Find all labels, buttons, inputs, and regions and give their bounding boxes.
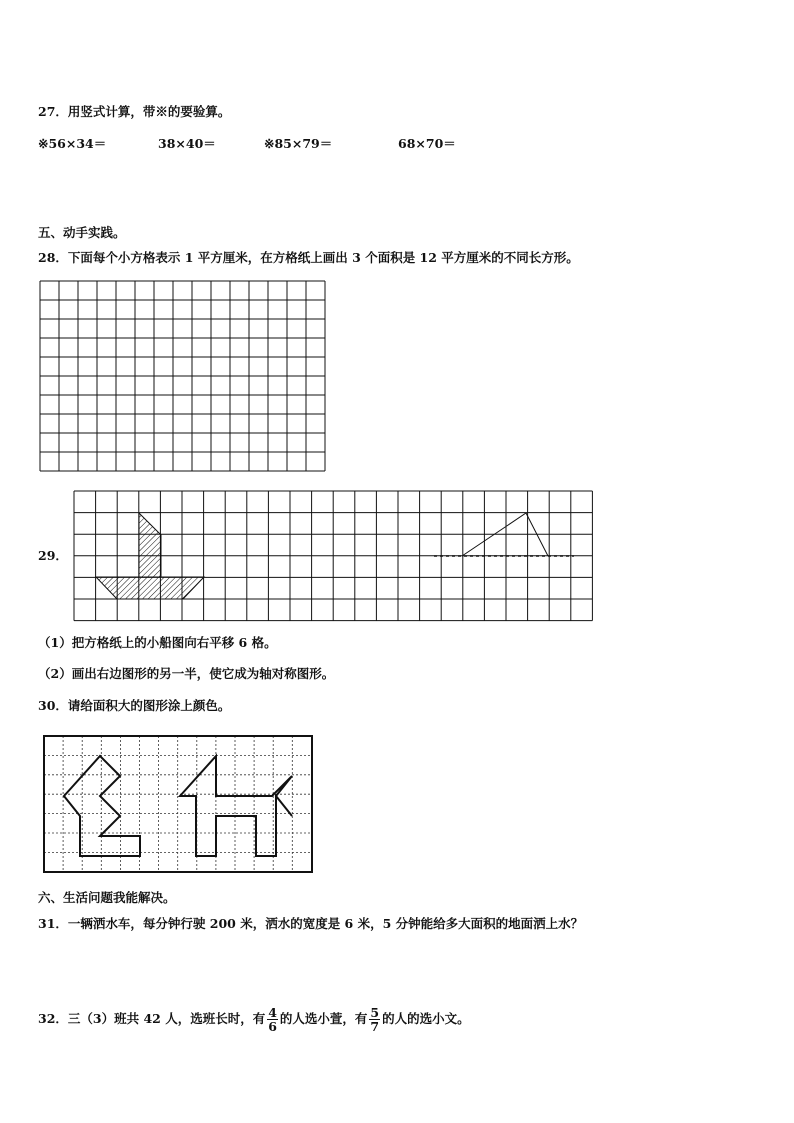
q32-fraction-1 bbox=[267, 1006, 278, 1033]
q32-frac2-den: 7 bbox=[370, 1019, 380, 1034]
q29-number: 29． bbox=[38, 548, 68, 563]
q29-sub2: （2）画出右边图形的另一半，使它成为轴对称图形。 bbox=[38, 666, 335, 681]
section-5-title: 五、动手实践。 bbox=[38, 225, 126, 240]
q32-text bbox=[38, 1004, 470, 1034]
shape-left bbox=[64, 756, 140, 856]
shape-right bbox=[180, 756, 292, 856]
q27-expr-1: ※56×34＝ bbox=[38, 136, 107, 151]
q30-title: 30．请给面积大的图形涂上颜色。 bbox=[38, 698, 231, 713]
q27-title: 27．用竖式计算，带※的要验算。 bbox=[38, 104, 231, 119]
section-6-title: 六、生活问题我能解决。 bbox=[38, 890, 176, 905]
q27-expr-4: 68×70＝ bbox=[398, 136, 456, 151]
q29-sub1: （1）把方格纸上的小船图向右平移 6 格。 bbox=[38, 635, 277, 650]
q28-title: 28．下面每个小方格表示 1 平方厘米，在方格纸上画出 3 个面积是 12 平方厘米的不同长方形。 bbox=[38, 250, 579, 265]
q27-expr-2: 38×40＝ bbox=[158, 136, 216, 151]
q32-fraction-2 bbox=[369, 1006, 380, 1033]
q32-frac2-num: 5 bbox=[370, 1005, 380, 1020]
q32-frac1-num: 4 bbox=[268, 1005, 277, 1020]
q32-frac1-den: 6 bbox=[268, 1019, 277, 1034]
q32-part1: 32．三（3）班共 42 人，选班长时，有 bbox=[38, 1011, 266, 1026]
q32-part2: 的人选小萱，有 bbox=[279, 1011, 368, 1026]
q32-part3: 的人的选小文。 bbox=[382, 1011, 470, 1026]
q27-expr-3: ※85×79＝ bbox=[264, 136, 333, 151]
q31-title: 31．一辆洒水车，每分钟行驶 200 米，洒水的宽度是 6 米，5 分钟能给多大面积的地面洒上水？ bbox=[38, 916, 584, 931]
